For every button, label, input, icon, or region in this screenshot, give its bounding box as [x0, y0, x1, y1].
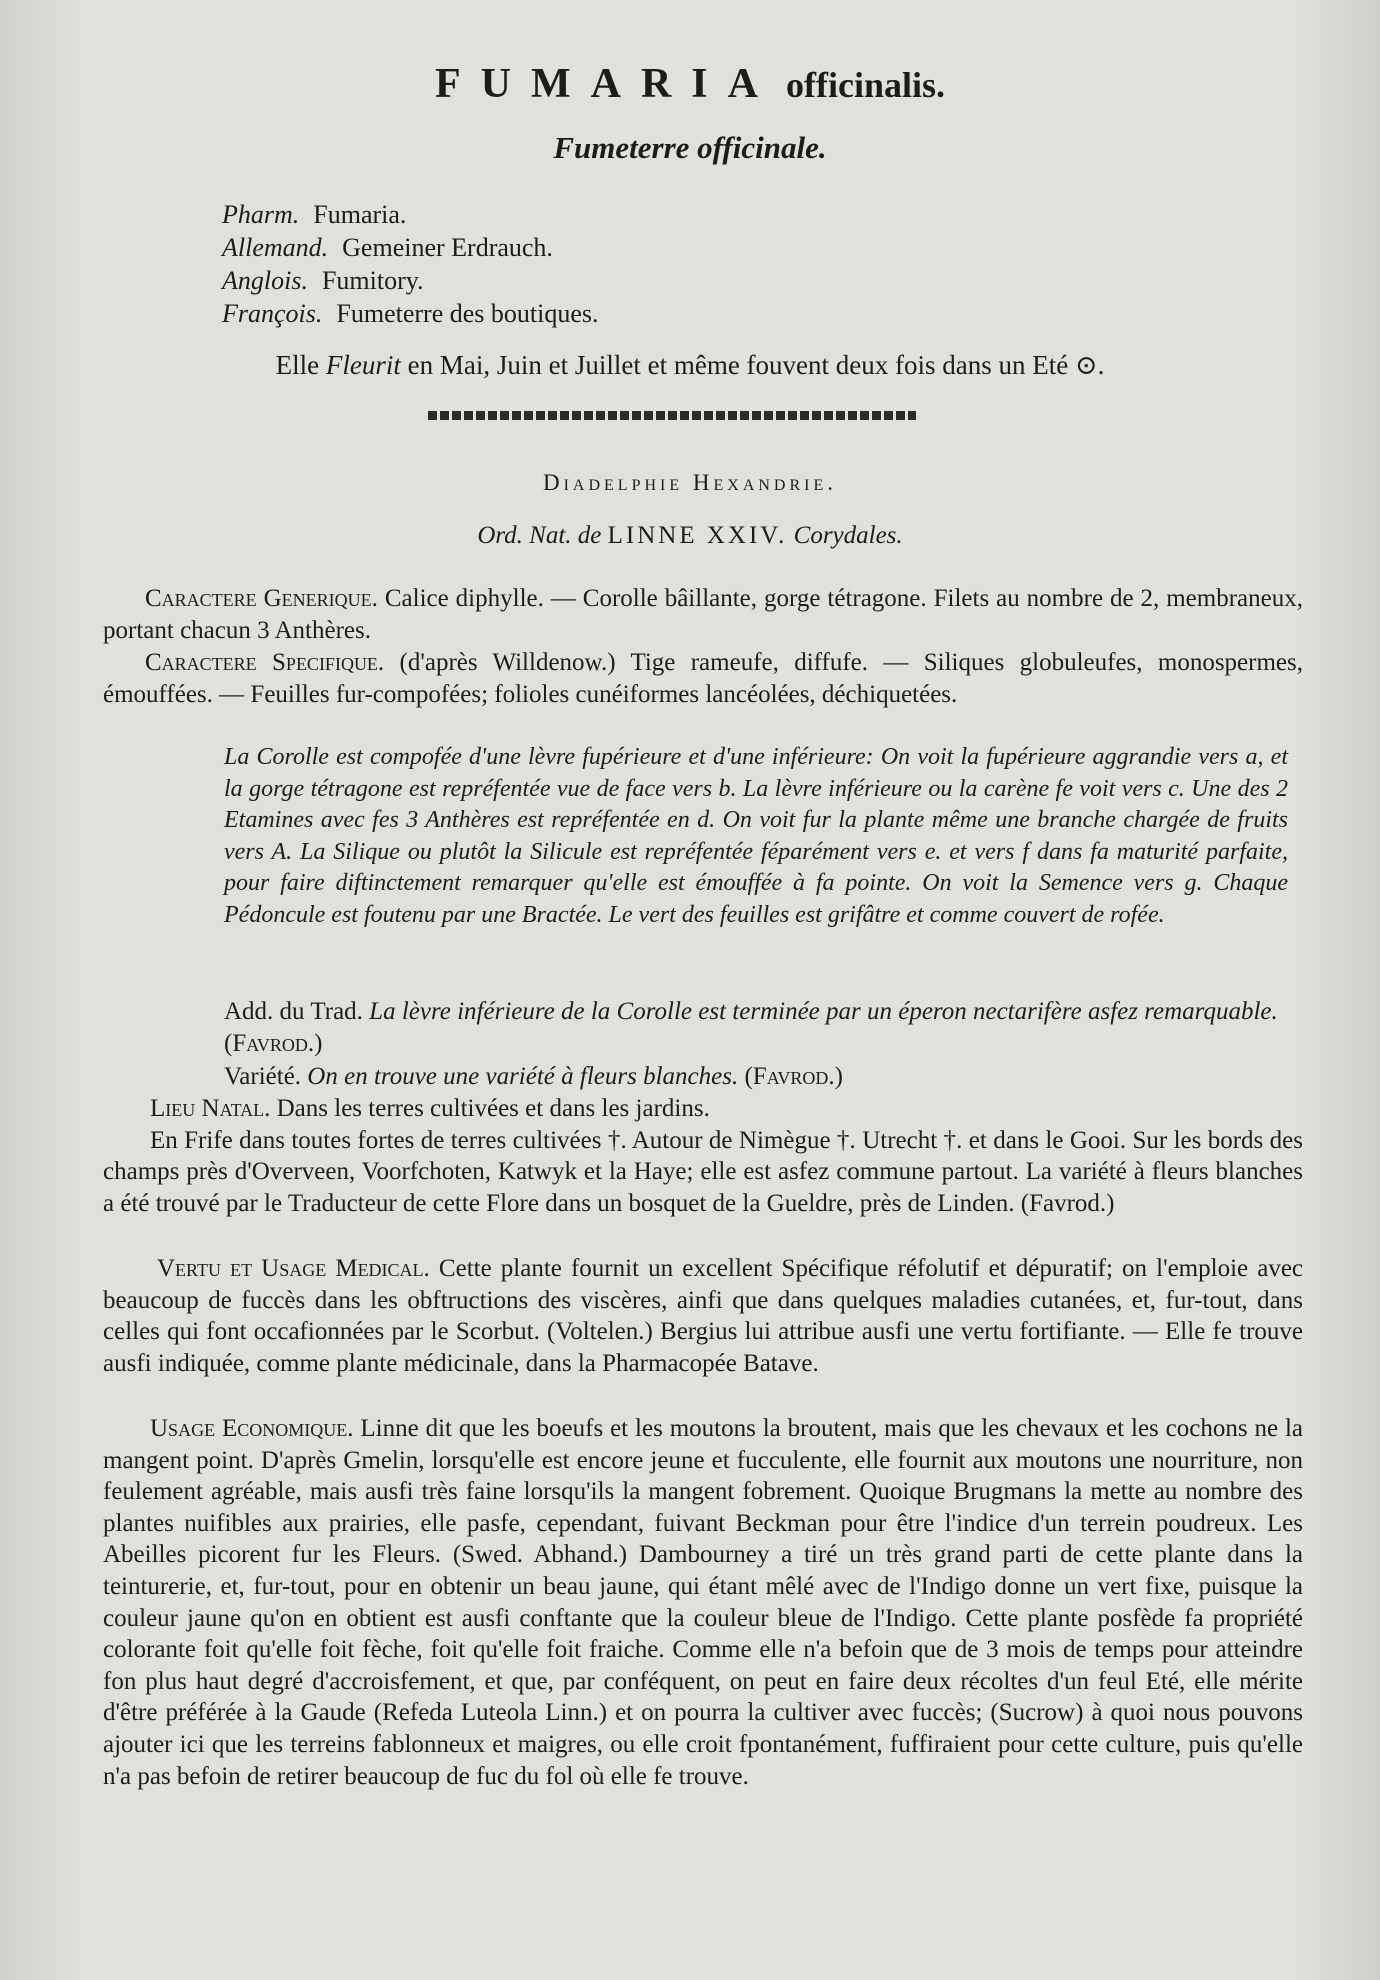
specific-label: Caractere Specifique.: [145, 649, 385, 676]
medical-section: [103, 1253, 1303, 1379]
addition-label: Add. du Trad.: [224, 998, 363, 1025]
genus-name: FUMARIA: [435, 61, 778, 107]
economic-text: Linne dit que les boeufs et les moutons la broutent, mais que les chevaux et les cochons ne la mangent point. D'après Gmelin, lorsqu'elle est encore jeune et fucculente, elle fournit aux moutons une nourriture, non feulement agréable, mais ausfi très faine lorsqu'ils la mangent fobrement. Quoique Brugmans la mette au nombre des plantes nuifibles aux prairies, elle pasfe, cependant, fuivant Beckman pour être l'indice d'un terrein poudreux. Les Abeilles picorent fur les Fleurs. (Swed. Abhand.) Dambourney a tiré un très grand parti de cette plante dans la teinturerie, et, fur-tout, pour en obtenir un beau jaune, qui étant mêlé avec de l'Indigo donne un vert fixe, puisque la couleur jaune qu'on en obtient est ausfi conftante que la couleur bleue de l'Indigo. Cette plante posfède fa propriété colorante foit qu'elle foit fèche, foit qu'elle foit fraiche. Comme elle n'a befoin que de 3 mois de temps pour atteindre fon plus haut degré d'accroisfement, et que, par conféquent, on peut en faire deux récoltes d'un feul Eté, elle mérite d'être préférée à la Gaude (Refeda Luteola Linn.) et on pourra la cultiver avec fuccès; (Sucrow) à quoi nous pouvons ajouter ici que les terreins fablonneux et maigres, ou elle croit fpontanément, fuffiraient pour cette culture, puis qu'elle n'a pas befoin de retirer beaucoup de fuc du fol où elle fe trouve.: [103, 1415, 1304, 1790]
language-label: Pharm.: [222, 200, 300, 229]
addition-credit: (Favrod.): [224, 1029, 323, 1057]
habitat-text: Dans les terres cultivées et dans les jardins.: [276, 1095, 710, 1122]
vernacular-name: Gemeiner Erdrauch.: [342, 233, 553, 262]
french-common-name: Fumeterre officinale.: [553, 130, 827, 165]
habitat-detail: En Frife dans toutes fortes de terres cultivées †. Autour de Nimègue †. Utrecht †. et dans le Gooi. Sur les bords des champs près d'Overveen, Voorfchoten, Katwyk et la Haye; elle est asfez commune partout. La variété à fleurs blanches a été trouvé par le Traducteur de cette Flore dans un bosquet de la Gueldre, près de Linden. (Favrod.): [103, 1126, 1303, 1217]
generic-character: [103, 583, 1303, 646]
species-epithet: officinalis.: [785, 65, 945, 105]
addition-text: La lèvre inférieure de la Corolle est terminée par un éperon nectarifère asfez remarquable.: [369, 998, 1278, 1025]
variety-text: On en trouve une variété à fleurs blanches.: [307, 1063, 739, 1090]
generic-label: Caractere Generique.: [145, 585, 378, 612]
medical-text: Cette plante fournit un excellent Spécifique réfolutif et dépuratif; on l'emploie avec beaucoup de fuccès dans les obftructions des viscères, ainfi que dans quelques maladies cutanées, et, fur-tout, dans celles qui font occafionnées par le Scorbut. (Voltelen.) Bergius lui attribue ausfi une vertu fortifiante. — Elle fe trouve ausfi indiquée, comme plante médicinale, dans la Pharmacopée Batave.: [103, 1255, 1304, 1377]
vernacular-names-list: [222, 198, 599, 330]
classification-heading: Diadelphie Hexandrie.: [542, 470, 838, 495]
language-label: Allemand.: [222, 233, 329, 262]
economic-label: Usage Economique.: [150, 1415, 354, 1442]
ornamental-divider: [428, 411, 916, 420]
habitat-section: [103, 1093, 1303, 1219]
language-label: François.: [222, 299, 323, 328]
vernacular-name: Fumitory.: [321, 266, 424, 295]
variety-label: Variété.: [224, 1063, 302, 1090]
specific-character: [103, 647, 1303, 710]
language-label: Anglois.: [222, 266, 308, 295]
ord-pre: Ord. Nat. de: [477, 522, 602, 549]
variety-credit: (Favrod.): [744, 1063, 843, 1090]
name-row: [222, 198, 599, 231]
vernacular-name: Fumeterre des boutiques.: [336, 299, 599, 328]
natural-order: [0, 522, 1380, 550]
ord-post: Corydales.: [793, 522, 903, 549]
name-row: [222, 231, 599, 264]
flowering-post: en Mai, Juin et Juillet et même fouvent deux fois dans un Eté ⊙.: [407, 350, 1105, 380]
translator-addition: [224, 996, 1288, 1059]
specific-text: (d'après Willdenow.) Tige rameufe, diffufe. — Siliques globuleufes, monospermes, émouffées. — Feuilles fur-compofées; folioles cunéiformes lancéolées, déchiquetées.: [103, 649, 1303, 708]
flowering-period: [0, 350, 1380, 381]
name-row: [222, 297, 599, 330]
page-title: [0, 60, 1380, 108]
flowering-word: Fleurit: [325, 350, 401, 380]
plate-description: La Corolle est compofée d'une lèvre fupérieure et d'une inférieure: On voit la fupérieure aggrandie vers a, et la gorge tétragone est repréfentée vue de face vers b. La lèvre inférieure ou la carène fe voit vers c. Une des 2 Etamines avec fes 3 Anthères est repréfentée en d. On voit fur la plante même une branche chargée de fruits vers A. La Silique ou plutôt la Silicule est repréfentée féparément vers e. et vers f dans fa maturité parfaite, pour faire diftinctement remarquer qu'elle est émouffée à fa pointe. On voit la Semence vers g. Chaque Pédoncule est foutenu par une Bractée. Le vert des feuilles est grifâtre et comme couvert de rofée.: [224, 744, 1288, 928]
ord-linne: LINNE XXIV.: [607, 522, 788, 549]
economic-section: [103, 1413, 1303, 1792]
generic-text: Calice diphylle. — Corolle bâillante, gorge tétragone. Filets au nombre de 2, membraneux, portant chacun 3 Anthères.: [103, 585, 1303, 644]
variety-note: [224, 1061, 1288, 1093]
habitat-label: Lieu Natal.: [150, 1095, 271, 1122]
flowering-pre: Elle: [275, 350, 320, 380]
name-row: [222, 264, 599, 297]
medical-label: Vertu et Usage Medical.: [157, 1255, 430, 1282]
vernacular-name: Fumaria.: [313, 200, 407, 229]
